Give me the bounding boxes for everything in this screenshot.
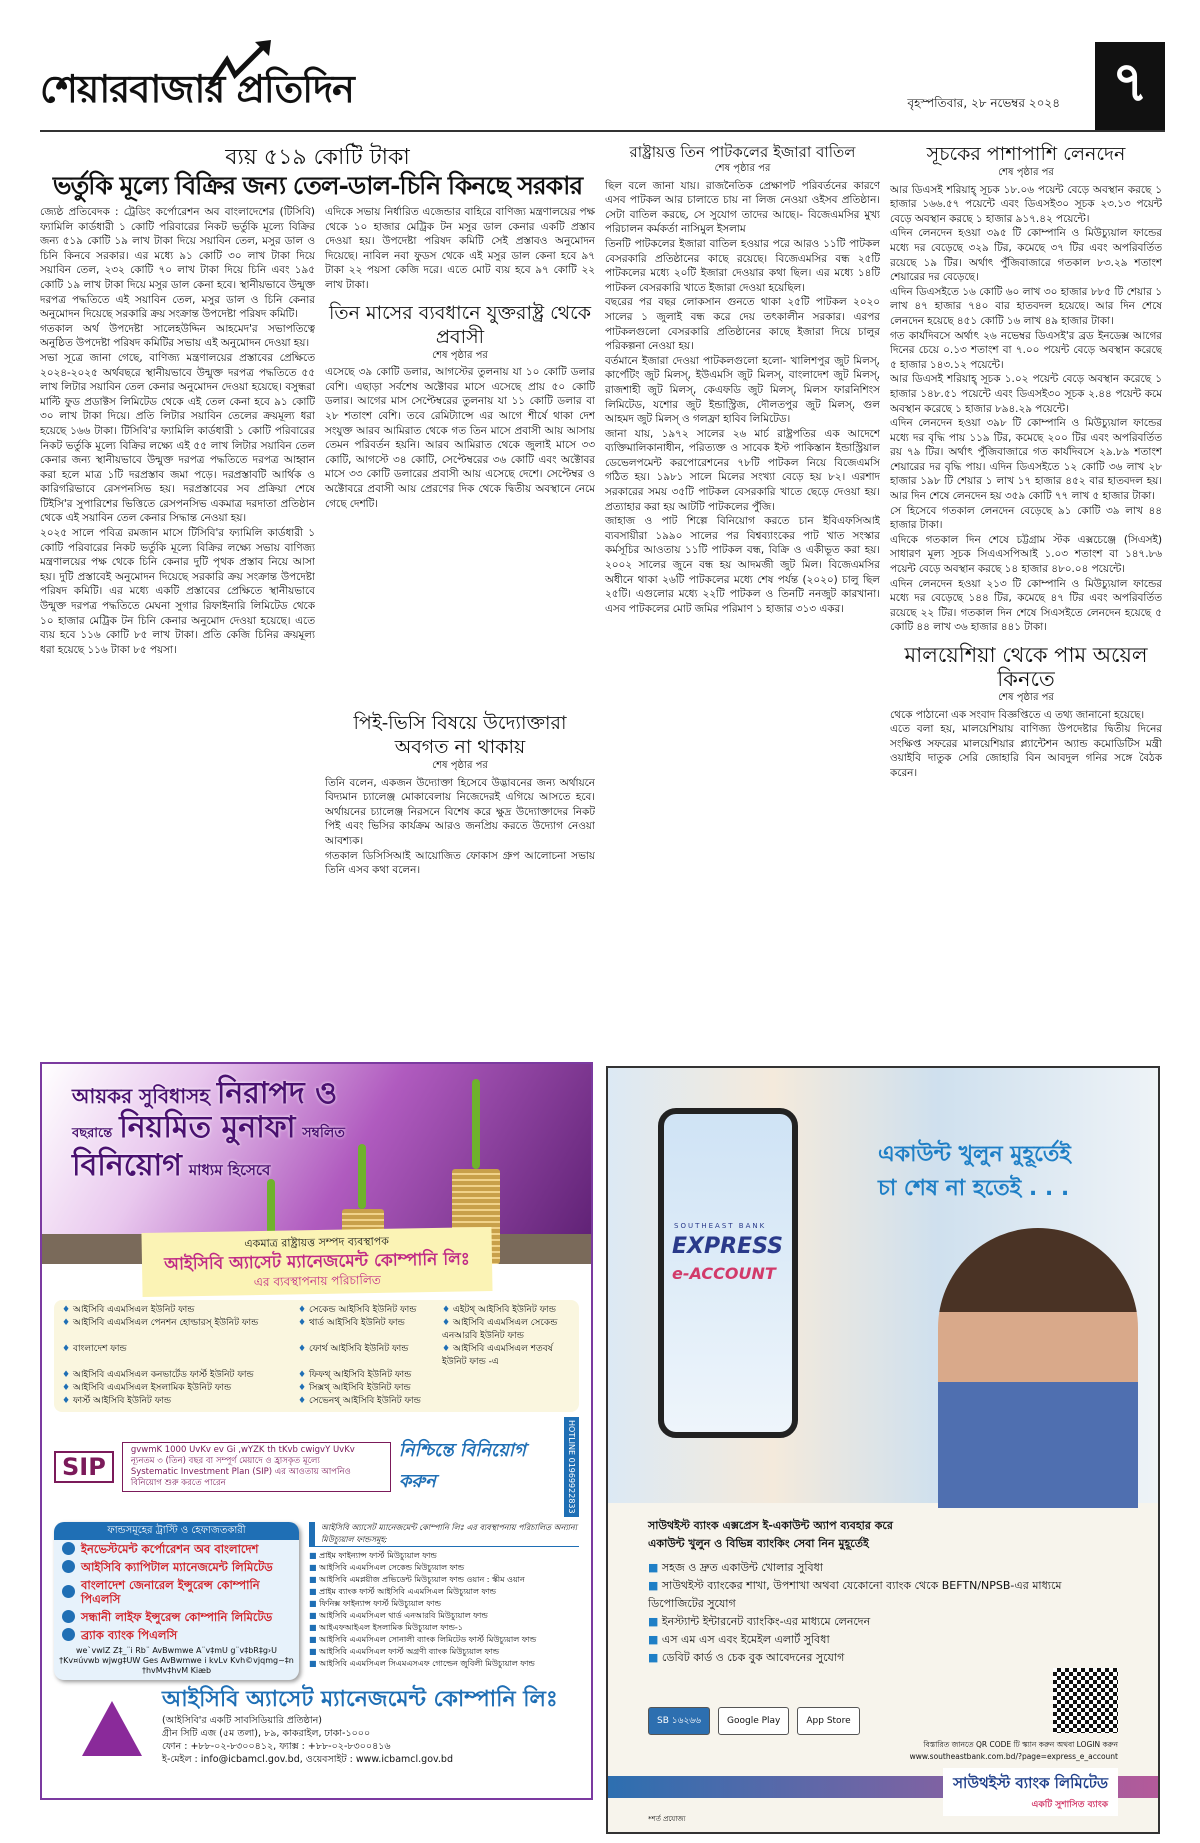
text: একমাত্র রাষ্ট্রায়ত্ত সম্পদ ব্যবস্থাপক <box>243 1234 389 1251</box>
jump-line: শেষ পৃষ্ঠার পর <box>714 163 771 174</box>
paragraph: জ্যেষ্ঠ প্রতিবেদক : ট্রেডিং কর্পোরেশন অব বাংলাদেশের (টিসিবি) ফ্যামিলি কার্ডধারী ১ কোটি পরিবারের নিকট ভর্তুকি মূল্যে বিক্রির জন্য ৫১৯ কোটি ১৯ লাখ টাকা দিয়ে সয়াবিন তেল, মসুর ডাল ও চিনি কিনবে সরকার। এর মধ্যে ৯১ কোটি ৩০ লাখ টাকা দিয়ে সয়াবিন তেল, ২৩২ কোটি ৭০ লাখ টাকা দিয়ে চিনি এবং ১৯৫ কোটি ১৯ লাখ টাকা দিয়ে মসুর ডাল কেনা হবে। স্থানীয়ভাবে উন্মুক্ত দরপত্র পদ্ধতিতে এই সয়াবিন তেল, মসুর ডাল ও চিনি কেনার অনুমোদন দিয়েছে সরকারি ক্রয় সংক্রান্ত উপদেষ্টা পরিষদ কমিটি। <box>40 206 315 321</box>
trustee-section <box>54 1522 579 1680</box>
index-article <box>890 142 1162 1050</box>
text: আয়কর সুবিধাসহ <box>72 1084 210 1108</box>
paragraph: এদিন লেনদেন হওয়া ২১৩ টি কোম্পানি ও মিউচ্যুয়াল ফান্ডের মধ্যে দর বেড়েছে ১৪৪ টির, কমেছে ৪৭ টির এবং অপরিবর্তিত রয়েছে ২২ টির। গতকাল দিন শেষে সিএসইতে লেনদেন হয়েছে ৫ কোটি ৪৪ লাখ ৩৬ হাজার ৪৪১ টাকা। <box>890 577 1162 634</box>
app-store-badges <box>648 1707 1118 1735</box>
fund-item: ♦ আইসিবি এএমসিএল পেনশন হোল্ডারস্ ইউনিট ফান্ড <box>62 1317 294 1343</box>
paragraph: বর্তমানে ইজারা দেওয়া পাটকলগুলো হলো- খালিশপুর জুট মিলস্, কার্পেটিং জুট মিলস্, ইউএমসি জুট মিলস্, বাংলাদেশ জুট মিলস্, রাজশাহী জুট মিলস্, কেএফডি জুট মিলস্, মিলস ফারনিশিংস লিমিটেড, যশোর জুট ইন্ডাস্ট্রিজ, দৌলতপুর জুট মিলস্, গুল আহমদ জুট মিলস্ ও গলফ্রা হাবিব লিমিটেড। <box>605 354 880 426</box>
fund-item: ♦ বাংলাদেশ ফান্ড <box>62 1343 294 1369</box>
paragraph: গতকাল ডিসিসিআই আয়োজিত ফোকাস গ্রুপ আলোচনা সভায় তিনি এসব কথা বলেন। <box>325 849 595 877</box>
trustee-name: আইসিবি ক্যাপিটাল ম্যানেজমেন্ট লিমিটেড <box>81 1559 273 1574</box>
trustee-footnote: we`vwlZ Z‡_¨i Rb¨ AvBwmwe A¨v‡mU g¨v‡bR‡g›U †Kv¤úvwb wjwg‡UW Ges AvBwmwe i kvLv Kvh©vjqmg~‡n †hvMv‡hvM Kiæb <box>59 1645 294 1675</box>
text: gvwmK 1000 UvKv ev Gi ,wYZK th tKvb cwigvY UvKv <box>130 1444 355 1455</box>
remit-headline: তিন মাসের ব্যবধানে যুক্তরাষ্ট্র থেকে প্রবাসী <box>328 301 592 348</box>
company-name: আইসিবি অ্যাসেট ম্যানেজমেন্ট কোম্পানি লিঃ <box>162 1686 558 1712</box>
fund-item: ♦ এইটথ্ আইসিবি ইউনিট ফান্ড <box>442 1304 571 1317</box>
jump-line: শেষ পৃষ্ঠার পর <box>998 167 1054 178</box>
page-number: ৭ <box>1095 42 1165 130</box>
paragraph: তিনি বলেন, একজন উদ্যোক্তা হিসেবে উদ্ভাবনের জন্য অর্থায়নে বিদ্যমান চ্যালেঞ্জ মোকাবেলায় নিজেদেরই এগিয়ে আসতে হবে। অর্থায়নের চ্যালেঞ্জ নিরসনে বিশেষ করে ক্ষুদ্র উদ্যোক্তাদের নিকট পিই এবং ভিসির কার্যক্রম আরও জনপ্রিয় করতে উদ্যোগ নেওয়া আবশ্যক। <box>325 776 595 848</box>
email: ই-মেইল : info@icbamcl.gov.bd, ওয়েবসাইট : www.icbamcl.gov.bd <box>162 1753 453 1765</box>
trustee-name: ইনভেস্টমেন্ট কর্পোরেশন অব বাংলাদেশ <box>81 1541 259 1556</box>
plant-image <box>358 1144 366 1209</box>
phone: ফোন : +৮৮-০২-৮৩০০৪১২, ফ্যাক্স : +৮৮-০২-৮৩০০৪১৬ <box>162 1740 391 1752</box>
trustee-logo-icon <box>62 1560 75 1573</box>
woman-with-cup-image <box>938 1228 1138 1508</box>
feature-item: ■ ডেবিট কার্ড ও চেক বুক আবেদনের সুযোগ <box>648 1649 1118 1667</box>
lead-kicker: ব্যয় ৫১৯ কোটি টাকা <box>225 145 410 170</box>
text: মাধ্যম হিসেবে <box>188 1161 271 1179</box>
feature-item: ■ সাউথইস্ট ব্যাংকের শাখা, উপশাখা অথবা যেকোনো ব্যাংক থেকে BEFTN/NPSB-এর মাধ্যমে ডিপোজিটের সুযোগ <box>648 1577 1118 1613</box>
other-fund-item: ■ আইএফআইএল ইসলামিক মিউচ্যুয়াল ফান্ড-১ <box>309 1622 579 1634</box>
other-fund-item: ■ আইসিবি এএমসিএল সোনালী ব্যাংক লিমিটেড ফার্স্ট মিউচ্যুয়াল ফান্ড <box>309 1634 579 1646</box>
fund-item: ♦ সিক্সথ্ আইসিবি ইউনিট ফান্ড <box>298 1382 438 1395</box>
slogan: নিশ্চিন্তে বিনিয়োগ করুন <box>398 1439 526 1492</box>
plant-image <box>472 1079 480 1169</box>
fund-item: ♦ সেভেনথ্ আইসিবি ইউনিট ফান্ড <box>298 1395 438 1408</box>
text: চা শেষ না হতেই . . . <box>878 1176 1070 1201</box>
qr-code-icon <box>1053 1668 1118 1733</box>
southeast-bank-advertisement <box>606 1066 1160 1834</box>
paragraph: এদিকে সভায় নির্ধারিত এজেন্ডার বাহিরে বাণিজ্য মন্ত্রণালয়ের পক্ষ থেকে ১০ হাজার মেট্রিক টন মসুর ডাল কেনার একটি প্রস্তাব দেওয়া হয়। উপদেষ্টা পরিষদ কমিটি সেই প্রস্তাবও অনুমোদন দিয়েছে। নাবিল নবা ফুডস থেকে এই মসুর ডাল কেনা হবে ৯৭ টাকা ২২ পয়সা কেজি দরে। এতে মোট ব্যয় হবে ৯৭ কোটি ২২ লাখ টাকা। <box>325 206 595 291</box>
text: সাউথইস্ট ব্যাংক এক্সপ্রেস ই-একাউন্ট অ্যাপ ব্যবহার করে <box>648 1519 893 1532</box>
issue-date: বৃহস্পতিবার, ২৮ নভেম্বর ২০২৪ <box>907 96 1060 110</box>
text: e-ACCOUNT <box>672 1264 776 1283</box>
fund-item: ♦ থার্ড আইসিবি ইউনিট ফান্ড <box>298 1317 438 1343</box>
google-play-badge[interactable]: Google Play <box>718 1707 789 1735</box>
sip-badge: SIP <box>54 1451 114 1483</box>
terms-note: *শর্ত প্রযোজ্য <box>648 1815 686 1823</box>
paragraph: এদিন লেনদেন হওয়া ৩৯৫ টি কোম্পানি ও মিউচ্যুয়াল ফান্ডের মধ্যে দর বেড়েছে ৩২৯ টির, কমেছে ৩৭ টির এবং অপরিবর্তিত রয়েছে ১৯ টির। অর্থাৎ পুঁজিবাজারে গতকাল ৮৩.২৯ শতাংশ শেয়ারের দর বেড়েছে। <box>890 227 1162 284</box>
paragraph: গত কার্যদিবসে অর্থাৎ ২৬ নভেম্বর ডিএসই'র ব্রড ইনডেক্স আগের দিনের চেয়ে ০.১৩ শতাংশ বা ৭.০০ পয়েন্ট বেড়ে অবস্থান করেছে ৫ হাজার ১৪৩.১২ পয়েন্টে। <box>890 329 1162 371</box>
fund-item: ♦ ফিফথ্ আইসিবি ইউনিট ফান্ড <box>298 1369 438 1382</box>
trustee-logo-icon <box>62 1542 75 1555</box>
phone-image <box>658 1108 798 1438</box>
other-fund-item: ■ ফিনিক্স ফাইন্যান্স ফার্স্ট মিউচ্যুয়াল ফান্ড <box>309 1598 579 1610</box>
text: একাউন্ট খুলুন মুহূর্তেই <box>878 1142 1071 1167</box>
trustee-item <box>54 1540 299 1558</box>
text: বিস্তারিত জানতে QR CODE টি স্ক্যান করুন অথবা LOGIN করুন <box>923 1740 1118 1749</box>
other-fund-item: ■ আইসিবি এমপ্লয়ীজ প্রভিডেন্ট মিউচ্যুয়াল ফান্ড ওয়ান : স্কীম ওয়ান <box>309 1574 579 1586</box>
paragraph: এদিন লেনদেন হওয়া ৩৯৮ টি কোম্পানি ও মিউচ্যুয়াল ফান্ডের মধ্যে দর বৃদ্ধি পায় ১১৯ টির, কমেছে ২০০ টির এবং অপরিবর্তিত রয় ৭৯ টির। অর্থাৎ পুঁজিবাজারে গত কার্যদিবসে ২৯.৮৯ শতাংশ শেয়ারের দর বৃদ্ধি পায়। এদিন ডিএসইতে ১২ কোটি ৩৬ লাখ ২৮ হাজার ১৯৮ টি শেয়ার ১ লাখ ১৭ হাজার ৪৫২ বার হাতবদল হয়। আর দিন শেষে লেনদেন হয় ৩৫৯ কোটি ৭৭ লাখ ৫ হাজার টাকা। <box>890 417 1162 503</box>
bank-logo <box>943 1768 1118 1816</box>
text: একটি সুশাসিত ব্যাংক <box>1031 1800 1108 1810</box>
paragraph: সভা সূত্রে জানা গেছে, বাণিজ্য মন্ত্রণালয়ের প্রস্তাবের প্রেক্ষিতে ২০২৪-২০২৫ অর্থবছরে স্থানীয়ভাবে উন্মুক্ত দরপত্র পদ্ধতিতে ৫৫ লাখ লিটার সয়াবিন তেল কেনার অনুমোদন দেওয়া হয়েছে। বসুন্ধরা মাল্টি ফুড প্রডাক্টস লিমিটেড থেকে এই তেল কেনা হবে ৯১ কোটি ৩০ লাখ টাকা দিয়ে। প্রতি লিটার সয়াবিন তেলের ক্রয়মূল্য ধরা হয়েছে ১৬৬ টাকা। টিসিবি'র ফ্যামিলি কার্ডধারী ১ কোটি পরিবারের নিকট ভর্তুকি মূল্যে বিক্রির লক্ষ্যে এই ৫৫ লাখ লিটার সয়াবিন তেল কেনার জন্য স্থানীয়ভাবে উন্মুক্ত দরপত্র পদ্ধতিতে দরপত্র আহ্বান করা হলে মাত্র ১টি দরপ্রস্তাব জমা পড়ে। দরপ্রস্তাবটি আর্থিক ও কারিগরিভাবে রেসপনসিভ হয়। দরপ্রস্তাবের সব প্রক্রিয়া শেষে টিইসি'র সুপারিশের ভিত্তিতে রেসপনসিভ একমাত্র দরদাতা প্রতিষ্ঠান থেকে এই সয়াবিন তেল কেনার সিদ্ধান্ত নেওয়া হয়। <box>40 351 315 525</box>
ad-headline <box>72 1078 345 1186</box>
qr-caption <box>910 1740 1118 1761</box>
fund-item: ♦ আইসিবি এএমসিএল সেকেন্ড এনআরবি ইউনিট ফান্ড <box>442 1317 571 1343</box>
jump-line: শেষ পৃষ্ঠার পর <box>432 760 488 772</box>
other-funds-heading: আইসিবি অ্যাসেট ম্যানেজমেন্ট কোম্পানি লিঃ এর ব্যবস্থাপনায় পরিচালিত অন্যান্য মিউচ্যুয়াল ফান্ডসমূহ: <box>309 1522 579 1547</box>
icb-advertisement <box>40 1062 593 1800</box>
trustee-box <box>54 1522 299 1680</box>
jute-article <box>605 142 880 1050</box>
trustee-name: সন্ধানী লাইফ ইন্সুরেন্স কোম্পানি লিমিটেড <box>81 1609 273 1624</box>
trustee-logo-icon <box>62 1628 75 1641</box>
other-fund-item: ■ আইসিবি এএমসিএল সেকেন্ড মিউচ্যুয়াল ফান্ড <box>309 1562 579 1574</box>
palm-headline: মালয়েশিয়া থেকে পাম অয়েল কিনতে <box>904 643 1148 691</box>
other-funds <box>309 1522 579 1680</box>
fund-item: ♦ আইসিবি এএমসিএল শতবর্ষ ইউনিট ফান্ড -এ <box>442 1343 571 1369</box>
fund-item: ♦ আইসিবি এএমসিএল কনভার্টেড ফার্স্ট ইউনিট ফান্ড <box>62 1369 294 1382</box>
address: গ্রীন সিটি এজ (৫ম তলা), ৮৯, কাকরাইল, ঢাকা-১০০০ <box>162 1727 371 1739</box>
ad-hero <box>608 1068 1158 1503</box>
col2 <box>325 205 595 1050</box>
ad-tagline <box>878 1138 1071 1206</box>
text: SOUTHEAST BANK <box>674 1222 767 1230</box>
paragraph: এদিন ডিএসইতে ১৬ কোটি ৬০ লাখ ৩০ হাজার ৮৮৫ টি শেয়ার ১ লাখ ৪৭ হাজার ৭৪০ বার হাতবদল হয়েছে। আর দিন শেষে লেনদেন হয়েছে ৪৫১ কোটি ১৬ লাখ ৪৯ হাজার টাকা। <box>890 285 1162 327</box>
index-headline: সূচকের পাশাপাশি লেনদেন <box>926 143 1126 165</box>
fund-item: ♦ ফার্স্ট আইসিবি ইউনিট ফান্ড <box>62 1395 294 1408</box>
fund-list <box>54 1300 579 1412</box>
paragraph: ২০২৫ সালে পবিত্র রমজান মাসে টিসিবি'র ফ্যামিলি কার্ডধারী ১ কোটি পরিবারের নিকট ভর্তুকি মূল্যে বিক্রির লক্ষ্যে সভায় বাণিজ্য মন্ত্রণালয়ের পক্ষ থেকে চিনি কেনার দুটি পৃথক প্রস্তাব নিয়ে আসা হয়। দুটি প্রস্তাবেই অনুমোদন দিয়েছে সরকারি ক্রয় সংক্রান্ত উপদেষ্টা পরিষদ কমিটি। এর মধ্যে একটি প্রস্তাবের প্রেক্ষিতে স্থানীয়ভাবে উন্মুক্ত দরপত্র পদ্ধতিতে মেঘনা সুগার রিফাইনারি লিমিটেড থেকে ১০ হাজার মেট্রিক টন চিনি কেনার অনুমোদ দেওয়া হয়েছে। এতে ব্যয় হবে ১১৬ কোটি ৮৫ লাখ টাকা। প্রতি কেজি চিনির ক্রয়মূল্য ধরা হয়েছে ১১৬ টাকা ৮৫ পয়সা। <box>40 527 315 656</box>
trustee-logo-icon <box>62 1610 75 1623</box>
paragraph: তিনটি পাটকলের ইজারা বাতিল হওয়ার পরে আরও ১১টি পাটকল বেসরকারি প্রতিষ্ঠানের কাছে রয়েছে। বিজেএমসির বন্ধ ২৫টি পাটকলের মধ্যে ২০টি ইজারা দেওয়ার কথা ছিল। এর মধ্যে ১৪টি পাটকল বেসরকারি খাতে ইজারা দেওয়া হয়েছিল। <box>605 237 880 294</box>
paragraph: জাহাজ ও পাট শিল্পে বিনিয়োগ করতে চান ইবিএফসিআই ব্যবসায়ীরা ১৯৯০ সালের পর বিশ্বব্যাংকের পাট খাত সংস্কার কর্মসূচির আওতায় ১১টি পাটকল বন্ধ, বিক্রি ও একীভূত করা হয়। ২০০২ সালের জুনে বন্ধ হয় আদমজী জুট মিল। বিজেএমসির অধীনে থাকা ২৬টি পাটকলের মধ্যে শেষ পর্যন্ত (২০২০) চালু ছিল ২৫টি। এগুলোর মধ্যে ২২টি পাটকল ও তিনটি ননজুট কারখানা। এসব পাটকলের মোট জমির পরিমাণ ১ হাজার ৩১৩ একর। <box>605 515 880 615</box>
text: এর ব্যবস্থাপনায় পরিচালিত <box>253 1272 381 1290</box>
trustee-item <box>54 1576 299 1608</box>
trustee-item <box>54 1558 299 1576</box>
jute-headline: রাষ্ট্রায়ত্ত তিন পাটকলের ইজারা বাতিল <box>629 143 856 161</box>
pe-headline: পিই-ভিসি বিষয়ে উদ্যোক্তারা অবগত না থাকায় <box>353 712 567 759</box>
sip-block <box>54 1417 579 1517</box>
text: নিরাপদ ও <box>216 1076 338 1111</box>
paragraph: গতকাল অর্থ উপদেষ্টা সালেহউদ্দিন আহমেদ'র সভাপতিত্বে অনুষ্ঠিত উপদেষ্টা পরিষদ কমিটির সভায় এই অনুমোদন দেওয়া হয়। <box>40 322 315 350</box>
other-fund-item: ■ প্রাইম ব্যাংক ফার্স্ট আইসিবি এএমসিএল মিউচ্যুয়াল ফান্ড <box>309 1586 579 1598</box>
paragraph: বছরের পর বছর লোকসান গুনতে থাকা ২৫টি পাটকল ২০২০ সালের ১ জুলাই বন্ধ করে দেয় তৎকালীন সরকার। এরপর পাটকলগুলো বেসরকারি প্রতিষ্ঠানের কাছে ইজারা দিয়ে চালুর পরিকল্পনা নেওয়া হয়। <box>605 296 880 353</box>
paragraph: এসেছে ৩৯ কোটি ডলার, আগস্টের তুলনায় যা ১০ কোটি ডলার বেশি। এছাড়া সর্বশেষ অক্টোবর মাসে এসেছে প্রায় ৫০ কোটি ডলার। আগের মাস সেপ্টেম্বরের তুলনায় যা ১১ কোটি ডলার বা ২৮ শতাংশ বেশি। তবে রেমিট্যান্সে এর আগে শীর্ষে থাকা দেশ সংযুক্ত আরব আমিরাত থেকে গত তিন মাসে প্রবাসী আয় আসায় তেমন পরিবর্তন হয়নি। আরব আমিরাত থেকে জুলাই মাসে ৩৩ কোটি, আগস্টে ৩৪ কোটি, সেপ্টেম্বরের ৩৬ কোটি এবং অক্টোবর মাসে ৩৩ কোটি ডলারের প্রবাসী আয় এসেছে দেশে। সেপ্টেম্বর ও অক্টোবরে প্রবাসী আয় প্রেরণের দিক থেকে দ্বিতীয় অবস্থানে নেমে গেছে দেশটি। <box>325 366 595 510</box>
text: EXPRESS <box>672 1234 783 1259</box>
icb-footer <box>42 1686 591 1772</box>
hotline: HOTLINE 01969922833 <box>564 1417 579 1517</box>
lead-headline: ভর্তুকি মূল্যে বিক্রির জন্য তেল-ডাল-চিনি কিনছে সরকার <box>52 171 583 200</box>
fund-item: ♦ ফোর্থ আইসিবি ইউনিট ফান্ড <box>298 1343 438 1369</box>
text: একাউন্ট খুলুন ও বিভিন্ন ব্যাংকিং সেবা নিন মুহূর্তেই <box>648 1537 869 1550</box>
url: www.southeastbank.com.bd/?page=express_e_account <box>909 1752 1118 1761</box>
text: ন্যূনতম ৩ (তিন) বছর বা সম্পূর্ণ মেয়াদে ও হ্রাসকৃত মূল্যে <box>130 1455 320 1466</box>
paragraph: সে হিসেবে গতকাল লেনদেন বেড়েছে ৯১ কোটি ৩৯ লাখ ৪৪ হাজার টাকা। <box>890 504 1162 532</box>
other-fund-item: ■ আইসিবি এএমসিএল থার্ড এনআরবি মিউচ্যুয়াল ফান্ড <box>309 1610 579 1622</box>
trustee-item <box>54 1626 299 1644</box>
trustee-logo-icon <box>62 1585 75 1598</box>
trustee-name: ব্র্যাক ব্যাংক পিএলসি <box>81 1627 178 1642</box>
jump-line: শেষ পৃষ্ঠার পর <box>432 349 488 361</box>
paragraph: ছিল বলে জানা যায়। রাজনৈতিক প্রেক্ষাপট পরিবর্তনের কারণে এসব পাটকল আর চালাতে চায় না লিজ নেওয়া ওইসব প্রতিষ্ঠান। সেটা বাতিল করছে, সে সুযোগ তাদের আছে।- বিজেএমসির মুখ্য পরিচালন কর্মকর্তা নাসিমুল ইসলাম <box>605 179 880 236</box>
jump-line: শেষ পৃষ্ঠার পর <box>998 692 1054 703</box>
paragraph: জানা যায়, ১৯৭২ সালের ২৬ মার্চ রাষ্ট্রপতির এক আদেশে ব্যক্তিমালিকানাধীন, পরিত্যক্ত ও সাবেক ইস্ট পাকিস্তান ইন্ডাস্ট্রিয়াল ডেভেলপমেন্ট করপোরেশনের ৭৮টি পাটকল নিয়ে বিজেএমসি গঠিত হয়। ১৯৮১ সালে মিলের সংখ্যা বেড়ে হয় ৮২। এরশাদ সরকারের সময় ৩৫টি পাটকল বেসরকারি খাতে ছেড়ে দেওয়া হয়। প্রত্যাহার করা হয় আটটি পাটকলের পুঁজি। <box>605 427 880 513</box>
icb-logo-icon <box>82 1701 142 1756</box>
feature-item: ■ ইনস্ট্যান্ট ইন্টারনেট ব্যাংকিং-এর মাধ্যমে লেনদেন <box>648 1613 1118 1631</box>
trustee-heading: ফান্ডসমূহের ট্রাস্টি ও হেফাজতকারী <box>54 1522 299 1540</box>
text: আইসিবি অ্যাসেট ম্যানেজমেন্ট কোম্পানি লিঃ <box>163 1249 470 1275</box>
other-fund-item: ■ আইসিবি এএমসিএল ফার্স্ট অগ্রণী ব্যাংক মিউচ্যুয়াল ফান্ড <box>309 1646 579 1658</box>
paragraph: এদিকে গতকাল দিন শেষে চট্টগ্রাম স্টক এক্সচেঞ্জে (সিএসই) সাধারণ মূল্য সূচক সিএএসপিআই ১.০৩ শতাংশ বা ১৪৭.৮৬ পয়েন্ট বেড়ে অবস্থান করছে ১৪ হাজার ৪৮০.০৪ পয়েন্টে। <box>890 533 1162 576</box>
text: সম্বলিত <box>302 1125 345 1141</box>
other-fund-item: ■ প্রাইম ফাইন্যান্স ফার্স্ট মিউচ্যুয়াল ফান্ড <box>309 1550 579 1562</box>
lead-article-col1 <box>40 205 315 1050</box>
sip-text <box>122 1442 391 1492</box>
paragraph: থেকে পাঠানো এক সংবাদ বিজ্ঞপ্তিতে এ তথ্য জানানো হয়েছে। <box>890 708 1145 721</box>
feature-item: ■ সহজ ও দ্রুত একাউন্ট খোলার সুবিধা <box>648 1559 1118 1577</box>
newspaper-logo: শেয়ারবাজার প্রতিদিন <box>40 66 354 111</box>
text: Systematic Investment Plan (SIP) এর আওতায় আপনিও বিনিয়োগ শুরু করতে পারেন <box>130 1466 351 1488</box>
other-fund-item: ■ আইসিবি এএমসিএল সিএমএসএফ গোল্ডেন জুবিলী মিউচ্যুয়াল ফান্ড <box>309 1658 579 1670</box>
fund-item: ♦ আইসিবি এএমসিএল ইসলামিক ইউনিট ফান্ড <box>62 1382 294 1395</box>
text: বছরান্তে <box>72 1126 113 1141</box>
rising-arrow-icon <box>205 40 275 90</box>
text: বিনিয়োগ <box>72 1148 182 1183</box>
fund-item: ♦ সেকেন্ড আইসিবি ইউনিট ফান্ড <box>298 1304 438 1317</box>
paragraph: আর ডিএসই শরিয়াহ্ সূচক ১৮.০৬ পয়েন্ট বেড়ে অবস্থান করছে ১ হাজার ১৬৬.৫৭ পয়েন্টে এবং ডিএসই৩০ সূচক ২৩.১৩ পয়েন্ট বেড়ে অবস্থান করছে ১ হাজার ৯১৭.৪২ পয়েন্টে। <box>890 183 1162 225</box>
trustee-item <box>54 1608 299 1626</box>
plant-image <box>267 1179 275 1234</box>
app-store-badge[interactable]: App Store <box>797 1707 859 1735</box>
masthead <box>40 40 1165 132</box>
text: (আইসিবি'র একটি সাবসিডিয়ারি প্রতিষ্ঠান) <box>162 1714 322 1726</box>
fund-item: ♦ আইসিবি এএমসিএল ইউনিট ফান্ড <box>62 1304 294 1317</box>
hotline-badge: SB ১৬২৬৬ <box>648 1707 710 1735</box>
trustee-name: বাংলাদেশ জেনারেল ইন্সুরেন্স কোম্পানি পিএলসি <box>81 1577 260 1606</box>
text: নিয়মিত মুনাফা <box>119 1110 296 1145</box>
paragraph: আর ডিএসই শরিয়াহ্ সূচক ১.০২ পয়েন্ট বেড়ে অবস্থান করেছে ১ হাজার ১৪৮.৫১ পয়েন্টে এবং ডিএসই৩০ সূচক ২.৪৪ পয়েন্ট কমে অবস্থান করেছে ১ হাজার ৮৯৪.২৯ পয়েন্টে। <box>890 373 1162 415</box>
manager-banner <box>141 1227 492 1297</box>
feature-item: ■ এস এম এস এবং ইমেইল এলার্ট সুবিধা <box>648 1631 1118 1649</box>
paragraph: এতে বলা হয়, মালয়েশিয়ায় বাণিজ্য উপদেষ্টার দ্বিতীয় দিনের সংক্ষিপ্ত সফরের মালয়েশিয়ার প্ল্যান্টেশন অ্যান্ড কমোডিটিস মন্ত্রী ওয়াইবি দাতুক সেরি জোহারি বিন আবদুল গনির সঙ্গে বৈঠক করেন। <box>890 723 1162 779</box>
text: সাউথইস্ট ব্যাংক লিমিটেড <box>953 1774 1108 1792</box>
